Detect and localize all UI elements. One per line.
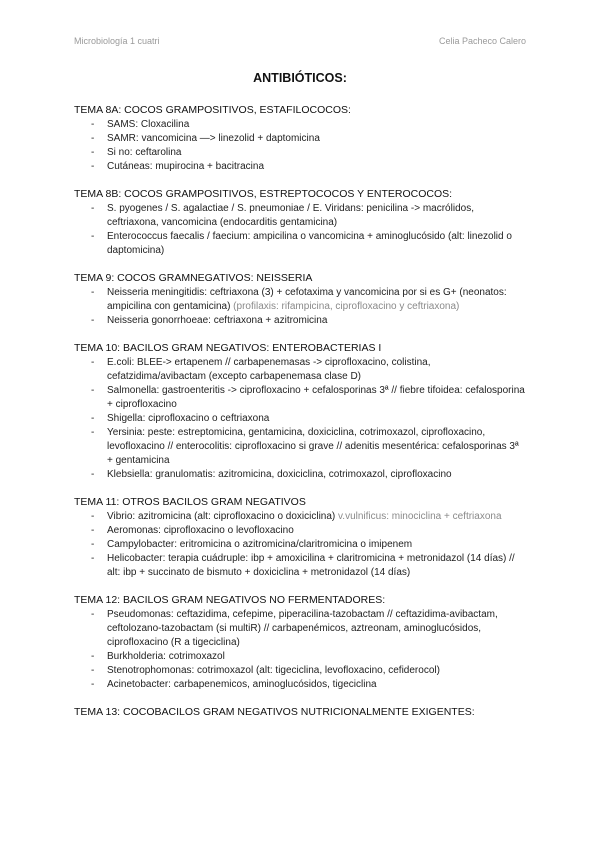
section-tema [74, 341, 526, 482]
list-item [74, 510, 526, 524]
list-item-note: (profilaxis: rifampicina, ciprofloxacino y ceftriaxona) [230, 301, 460, 312]
list-item-text: SAMR: vancomicina —> linezolid + daptomicina [107, 133, 320, 144]
header-course: Microbiología 1 cuatri [74, 36, 160, 46]
list-item [74, 146, 526, 160]
section-tema [74, 271, 526, 328]
list-item-text: Cutáneas: mupirocina + bacitracina [107, 161, 265, 172]
list-item-text: Klebsiella: granulomatis: azitromicina, doxiciclina, cotrimoxazol, ciprofloxacino [107, 469, 452, 480]
section-tema [74, 593, 526, 692]
list-item-text: Campylobacter: eritromicina o azitromicina/claritromicina o imipenem [107, 539, 413, 550]
section-tema [74, 103, 526, 174]
list-item [74, 286, 526, 314]
section-tema [74, 705, 526, 719]
list-item [74, 132, 526, 146]
page-header [74, 36, 526, 46]
list-item [74, 202, 526, 230]
bullet-list [74, 608, 526, 692]
section-heading: TEMA 13: COCOBACILOS GRAM NEGATIVOS NUTRICIONALMENTE EXIGENTES: [74, 706, 475, 718]
list-item-text: Enterococcus faecalis / faecium: ampicilina o vancomicina + aminoglucósido (alt: linezolid o daptomicina) [107, 231, 512, 256]
list-item [74, 650, 526, 664]
list-item-text: Vibrio: azitromicina (alt: ciprofloxacino o doxiciclina) [107, 511, 336, 522]
list-item [74, 678, 526, 692]
bullet-list [74, 510, 526, 580]
list-item-text: Salmonella: gastroenteritis -> ciprofloxacino + cefalosporinas 3ª // fiebre tifoidea: cefalosporina + ciprofloxacino [107, 385, 525, 410]
bullet-list [74, 286, 526, 328]
section-heading: TEMA 8B: COCOS GRAMPOSITIVOS, ESTREPTOCOCOS Y ENTEROCOCOS: [74, 188, 453, 200]
section-tema [74, 495, 526, 580]
document-body [74, 103, 526, 732]
list-item-text: Shigella: ciprofloxacino o ceftriaxona [107, 413, 270, 424]
section-heading: TEMA 11: OTROS BACILOS GRAM NEGATIVOS [74, 496, 306, 508]
section-heading: TEMA 9: COCOS GRAMNEGATIVOS: NEISSERIA [74, 272, 313, 284]
list-item [74, 160, 526, 174]
list-item [74, 538, 526, 552]
list-item-text: SAMS: Cloxacilina [107, 119, 190, 130]
document-title: ANTIBIÓTICOS: [253, 71, 347, 85]
list-item [74, 608, 526, 650]
list-item-text: S. pyogenes / S. agalactiae / S. pneumoniae / E. Viridans: penicilina -> macrólidos, ceftriaxona, vancomicina (endocarditis gentamicina) [107, 203, 474, 228]
header-author: Celia Pacheco Calero [438, 36, 526, 46]
section-tema [74, 187, 526, 258]
section-heading: TEMA 8A: COCOS GRAMPOSITIVOS, ESTAFILOCOCOS: [74, 104, 351, 116]
list-item-text: Helicobacter: terapia cuádruple: ibp + amoxicilina + claritromicina + metronidazol (14 días) // alt: ibp + succinato de bismuto + doxiciclina + metronidazol (14 días) [107, 553, 515, 578]
list-item-text: E.coli: BLEE-> ertapenem // carbapenemasas -> ciprofloxacino, colistina, cefatzidima/avibactam (excepto carbapenemasa clase D) [107, 357, 431, 382]
bullet-list [74, 118, 526, 174]
list-item [74, 230, 526, 258]
list-item [74, 314, 526, 328]
list-item [74, 468, 526, 482]
list-item-text: Aeromonas: ciprofloxacino o levofloxacino [107, 525, 294, 536]
list-item-text: Pseudomonas: ceftazidima, cefepime, piperacilina-tazobactam // ceftazidima-avibactam, ceftolozano-tazobactam (si multiR) // carbapenémicos, aztreonam, aminoglucósidos, ciprofloxacino (R a tigeciclina) [107, 609, 498, 648]
section-heading: TEMA 12: BACILOS GRAM NEGATIVOS NO FERMENTADORES: [74, 594, 386, 606]
list-item [74, 356, 526, 384]
list-item [74, 412, 526, 426]
list-item [74, 552, 526, 580]
list-item [74, 524, 526, 538]
list-item-note: v.vulnificus: minociclina + ceftriaxona [335, 511, 502, 522]
list-item [74, 664, 526, 678]
bullet-list [74, 356, 526, 482]
list-item-text: Si no: ceftarolina [107, 147, 182, 158]
list-item-text: Stenotrophomonas: cotrimoxazol (alt: tigeciclina, levofloxacino, cefiderocol) [107, 665, 440, 676]
list-item [74, 118, 526, 132]
list-item-text: Burkholderia: cotrimoxazol [107, 651, 225, 662]
list-item-text: Yersinia: peste: estreptomicina, gentamicina, doxiciclina, cotrimoxazol, ciprofloxacino, levofloxacino // enterocolitis: ciprofloxacino si grave // adenitis mesentérica: cefalosporinas 3ª + gentamicina [107, 427, 519, 466]
list-item-text: Neisseria gonorrhoeae: ceftriaxona + azitromicina [107, 315, 328, 326]
list-item [74, 384, 526, 412]
list-item [74, 426, 526, 468]
list-item-text: Neisseria meningitidis: ceftriaxona (3) + cefotaxima y vancomicina por si es G+ (neonatos: ampicilina con gentamicina) [107, 287, 507, 312]
section-heading: TEMA 10: BACILOS GRAM NEGATIVOS: ENTEROBACTERIAS I [74, 342, 382, 354]
bullet-list [74, 202, 526, 258]
list-item-text: Acinetobacter: carbapenemicos, aminoglucósidos, tigeciclina [107, 679, 377, 690]
